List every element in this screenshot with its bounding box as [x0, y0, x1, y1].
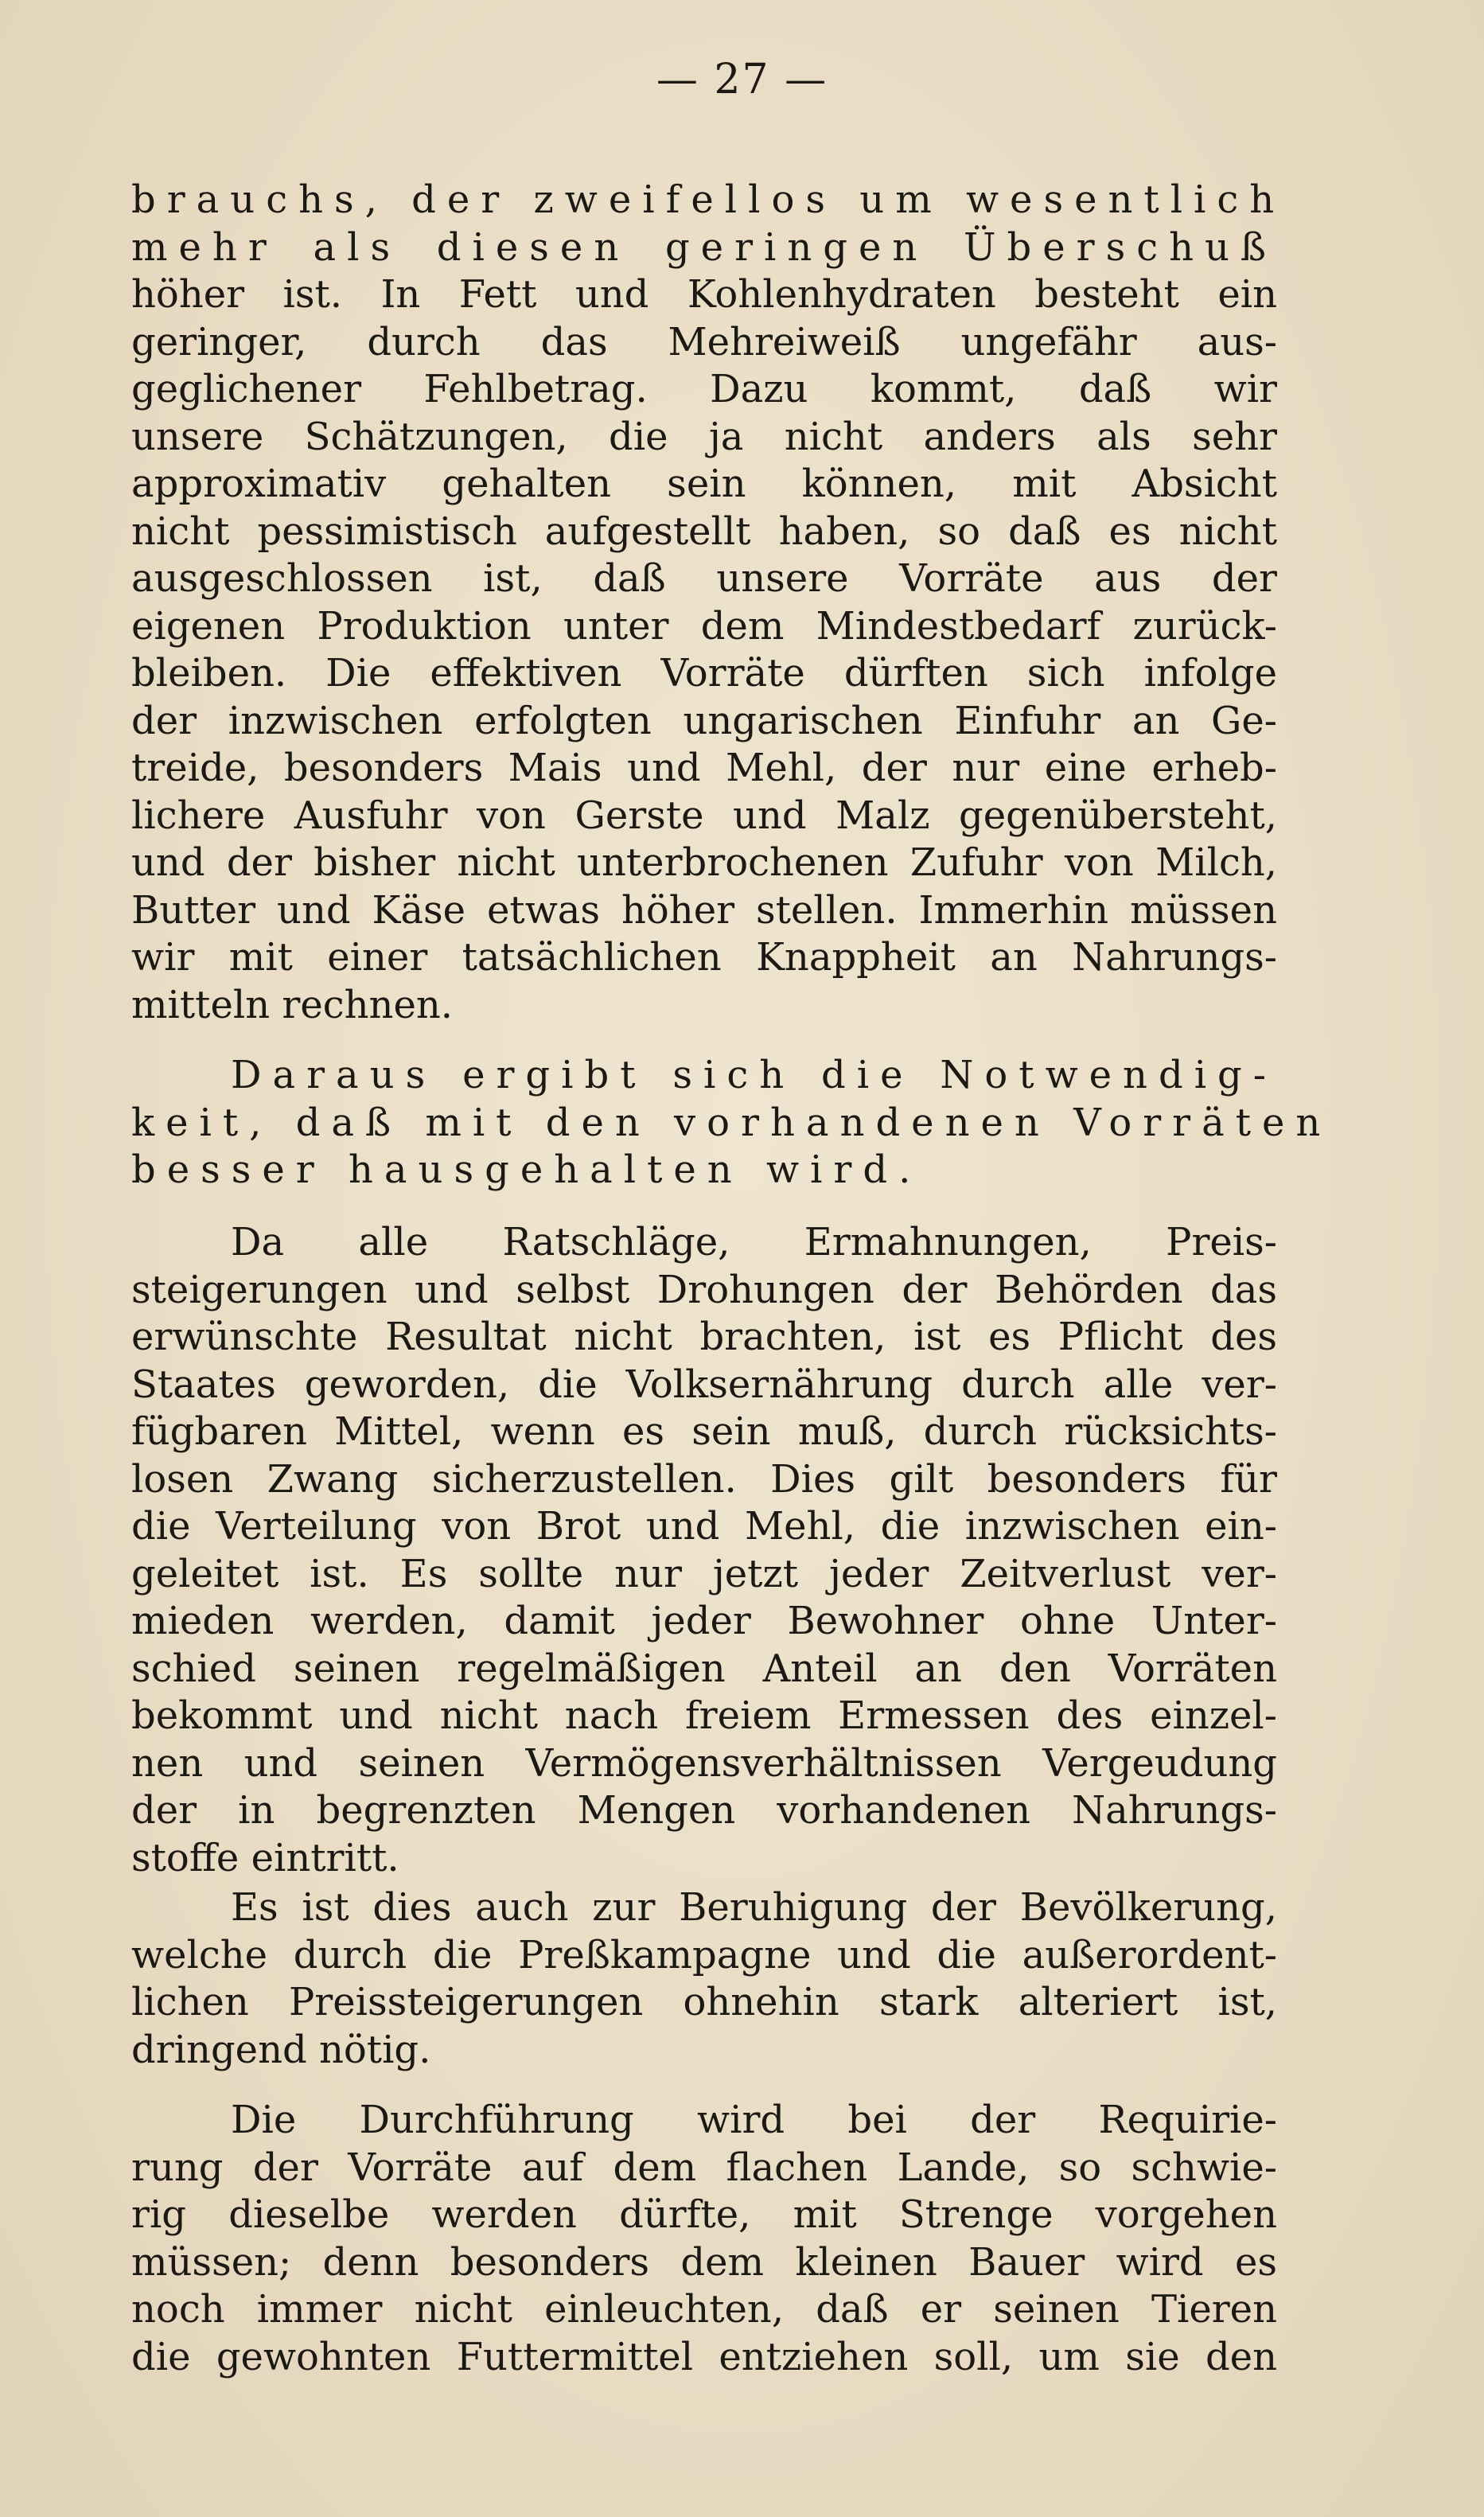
paragraph	[131, 1219, 1277, 1882]
text-line: nicht pessimistisch aufgestellt haben, so daß es nicht	[131, 508, 1277, 554]
text-line: mehr als diesen geringen Überschuß	[131, 224, 1277, 270]
text-line: Da alle Ratschläge, Ermahnungen, Preis-	[231, 1220, 1277, 1264]
text-line: treide, besonders Mais und Mehl, der nur eine erheb-	[131, 746, 1277, 790]
paragraph-emphasis	[131, 1052, 1332, 1194]
text-line: noch immer nicht einleuchten, daß er seinen Tieren	[131, 2287, 1277, 2332]
text-line: höher ist. In Fett und Kohlenhydraten besteht ein	[131, 272, 1277, 317]
text-line: geleitet ist. Es sollte nur jetzt jeder Zeitverlust ver-	[131, 1551, 1277, 1596]
paragraph	[131, 177, 1286, 1029]
text-line: geringer, durch das Mehreiweiß ungefähr aus-	[131, 319, 1277, 364]
text-line: die Verteilung von Brot und Mehl, die inzwischen ein-	[131, 1504, 1277, 1549]
text-line: der inzwischen erfolgten ungarischen Einfuhr an Ge-	[131, 698, 1277, 743]
text-line: Butter und Käse etwas höher stellen. Immerhin müssen	[131, 887, 1277, 933]
text-line: eigenen Produktion unter dem Mindestbedarf zurück-	[131, 603, 1277, 649]
text-line: losen Zwang sicherzustellen. Dies gilt besonders für	[131, 1456, 1277, 1502]
text-line: rung der Vorräte auf dem flachen Lande, so schwie-	[131, 2145, 1277, 2190]
text-line: brauchs, der zweifellos um wesentlich	[131, 177, 1286, 222]
text-line: rig dieselbe werden dürfte, mit Strenge vorgehen	[131, 2192, 1277, 2237]
text-line: Es ist dies auch zur Beruhigung der Bevölkerung,	[231, 1885, 1277, 1930]
text-line: Staates geworden, die Volksernährung durch alle ver-	[131, 1362, 1277, 1407]
text-line: der in begrenzten Mengen vorhandenen Nahrungs-	[131, 1788, 1277, 1833]
text-line: lichen Preissteigerungen ohnehin stark alteriert ist,	[131, 1980, 1277, 2024]
text-line: unsere Schätzungen, die ja nicht anders als sehr	[131, 414, 1277, 459]
text-line: erwünschte Resultat nicht brachten, ist es Pflicht des	[131, 1315, 1277, 1359]
text-line: mitteln rechnen.	[131, 982, 454, 1027]
text-line: wir mit einer tatsächlichen Knappheit an Nahrungs-	[131, 935, 1277, 980]
paragraph	[131, 1884, 1277, 2074]
text-line: keit, daß mit den vorhandenen Vorräten	[131, 1100, 1332, 1145]
text-line: steigerungen und selbst Drohungen der Behörden das	[131, 1267, 1277, 1312]
text-line: mieden werden, damit jeder Bewohner ohne Unter-	[131, 1599, 1277, 1643]
text-line: stoffe eintritt.	[131, 1835, 399, 1880]
text-line: schied seinen regelmäßigen Anteil an den Vorräten	[131, 1646, 1277, 1691]
text-line: bekommt und nicht nach freiem Ermessen des einzel-	[131, 1693, 1277, 1738]
text-line: dringend nötig.	[131, 2027, 431, 2072]
text-line: approximativ gehalten sein können, mit Absicht	[131, 462, 1277, 506]
text-line: Die Durchführung wird bei der Requirie-	[231, 2098, 1277, 2142]
text-line: geglichener Fehlbetrag. Dazu kommt, daß wir	[131, 367, 1277, 411]
text-line: Daraus ergibt sich die Notwendig-	[231, 1053, 1277, 1097]
text-line: besser hausgehalten wird.	[131, 1147, 922, 1192]
paragraph	[131, 2097, 1277, 2381]
page-number: — 27 —	[656, 56, 828, 103]
text-line: müssen; denn besonders dem kleinen Bauer wird es	[131, 2239, 1277, 2285]
text-line: fügbaren Mittel, wenn es sein muß, durch rücksichts-	[131, 1409, 1277, 1454]
text-line: bleiben. Die effektiven Vorräte dürften sich infolge	[131, 651, 1277, 695]
text-line: lichere Ausfuhr von Gerste und Malz gegenübersteht,	[131, 793, 1277, 838]
text-line: und der bisher nicht unterbrochenen Zufuhr von Milch,	[131, 840, 1277, 885]
text-line: ausgeschlossen ist, daß unsere Vorräte aus der	[131, 556, 1277, 601]
text-line: welche durch die Preßkampagne und die außerordent-	[131, 1932, 1277, 1977]
text-line: die gewohnten Futtermittel entziehen soll, um sie den	[131, 2334, 1277, 2379]
text-line: nen und seinen Vermögensverhältnissen Vergeudung	[131, 1740, 1277, 1786]
